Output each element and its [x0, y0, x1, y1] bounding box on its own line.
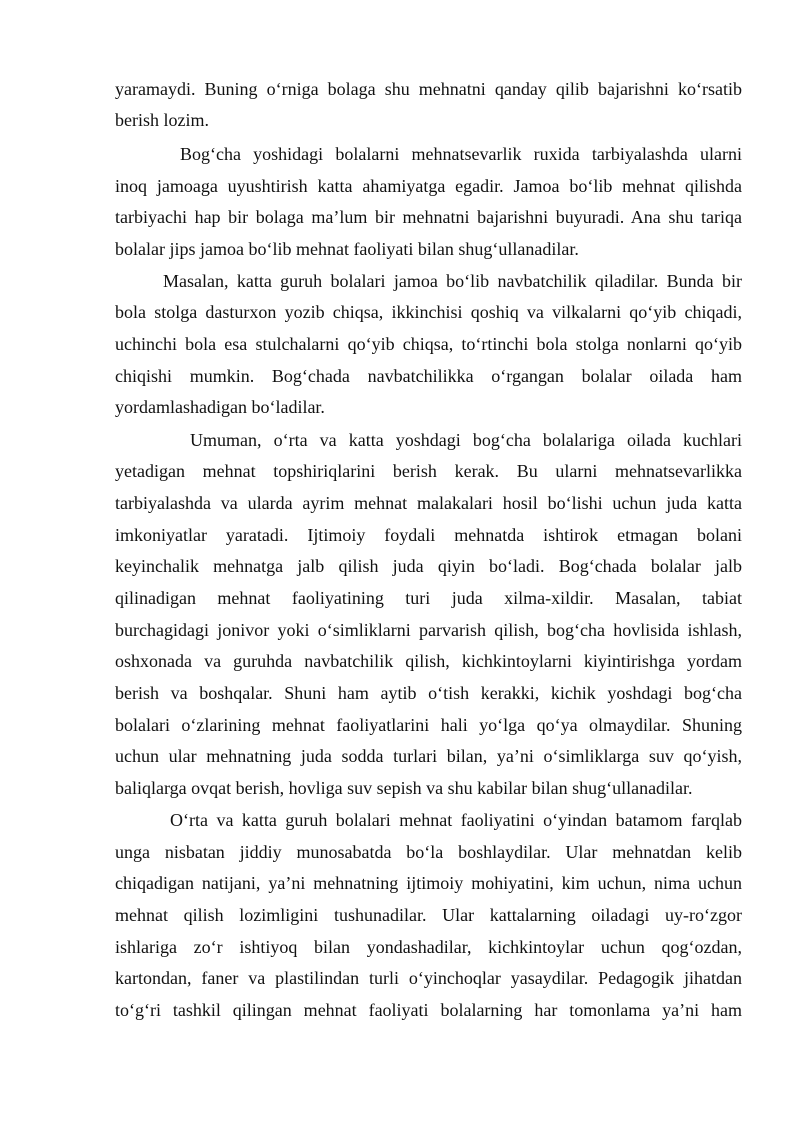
text-line: kartondan, faner va plastilindan turli o‘yinchoqlar yasaydilar. Pedagogik jihatdan — [115, 968, 742, 988]
text-line: keyinchalik mehnatga jalb qilish juda qiyin bo‘ladi. Bog‘chada bolalar jalb — [115, 556, 742, 576]
paragraph-first-line: Masalan, katta guruh bolalari jamoa bo‘lib navbatchilik qiladilar. Bunda bir — [163, 271, 742, 291]
text-line: bolalar jips jamoa bo‘lib mehnat faoliyati bilan shug‘ullanadilar. — [115, 239, 579, 259]
text-line: uchun ular mehnatning juda sodda turlari bilan, ya’ni o‘simliklarga suv qo‘yish, — [115, 746, 742, 766]
text-line: yaramaydi. Buning o‘rniga bolaga shu mehnatni qanday qilib bajarishni ko‘rsatib — [115, 79, 742, 99]
text-line: qilinadigan mehnat faoliyatining turi juda xilma-xildir. Masalan, tabiat — [115, 588, 742, 608]
paragraph-first-line: Umuman, o‘rta va katta yoshdagi bog‘cha bolalariga oilada kuchlari — [190, 430, 742, 450]
text-line: ishlariga zo‘r ishtiyoq bilan yondashadilar, kichkintoylar uchun qog‘ozdan, — [115, 937, 742, 957]
text-line: unga nisbatan jiddiy munosabatda bo‘la boshlaydilar. Ular mehnatdan kelib — [115, 842, 742, 862]
text-line: uchinchi bola esa stulchalarni qo‘yib chiqsa, to‘rtinchi bola stolga nonlarni qo‘yib — [115, 334, 742, 354]
text-line: berish va boshqalar. Shuni ham aytib o‘tish kerakki, kichik yoshdagi bog‘cha — [115, 683, 742, 703]
text-line: imkoniyatlar yaratadi. Ijtimoiy foydali mehnatda ishtirok etmagan bolani — [115, 525, 742, 545]
text-line: inoq jamoaga uyushtirish katta ahamiyatga egadir. Jamoa bo‘lib mehnat qilishda — [115, 176, 742, 196]
text-line: yetadigan mehnat topshiriqlarini berish kerak. Bu ularni mehnatsevarlikka — [115, 461, 742, 481]
text-line: bola stolga dasturxon yozib chiqsa, ikkinchisi qoshiq va vilkalarni qo‘yib chiqadi, — [115, 302, 742, 322]
text-line: bolalari o‘zlarining mehnat faoliyatlarini hali yo‘lga qo‘ya olmaydilar. Shuning — [115, 715, 742, 735]
text-line: berish lozim. — [115, 110, 209, 130]
text-line: mehnat qilish lozimligini tushunadilar. Ular kattalarning oiladagi uy-ro‘zgor — [115, 905, 742, 925]
text-line: baliqlarga ovqat berish, hovliga suv sepish va shu kabilar bilan shug‘ullanadilar. — [115, 778, 693, 798]
paragraph-first-line: O‘rta va katta guruh bolalari mehnat faoliyatini o‘yindan batamom farqlab — [170, 810, 742, 830]
text-line: tarbiyalashda va ularda ayrim mehnat malakalari hosil bo‘lishi uchun juda katta — [115, 493, 742, 513]
text-line: yordamlashadigan bo‘ladilar. — [115, 397, 325, 417]
text-line: to‘g‘ri tashkil qilingan mehnat faoliyati bolalarning har tomonlama ya’ni ham — [115, 1000, 742, 1020]
text-line: tarbiyachi hap bir bolaga ma’lum bir mehnatni bajarishni buyuradi. Ana shu tariqa — [115, 207, 742, 227]
text-line: oshxonada va guruhda navbatchilik qilish, kichkintoylarni kiyintirishga yordam — [115, 651, 742, 671]
text-line: burchagidagi jonivor yoki o‘simliklarni parvarish qilish, bog‘cha hovlisida ishlash, — [115, 620, 742, 640]
text-line: chiqadigan natijani, ya’ni mehnatning ijtimoiy mohiyatini, kim uchun, nima uchun — [115, 873, 742, 893]
text-line: chiqishi mumkin. Bog‘chada navbatchilikka o‘rgangan bolalar oilada ham — [115, 366, 742, 386]
paragraph-first-line: Bog‘cha yoshidagi bolalarni mehnatsevarlik ruxida tarbiyalashda ularni — [180, 144, 742, 164]
